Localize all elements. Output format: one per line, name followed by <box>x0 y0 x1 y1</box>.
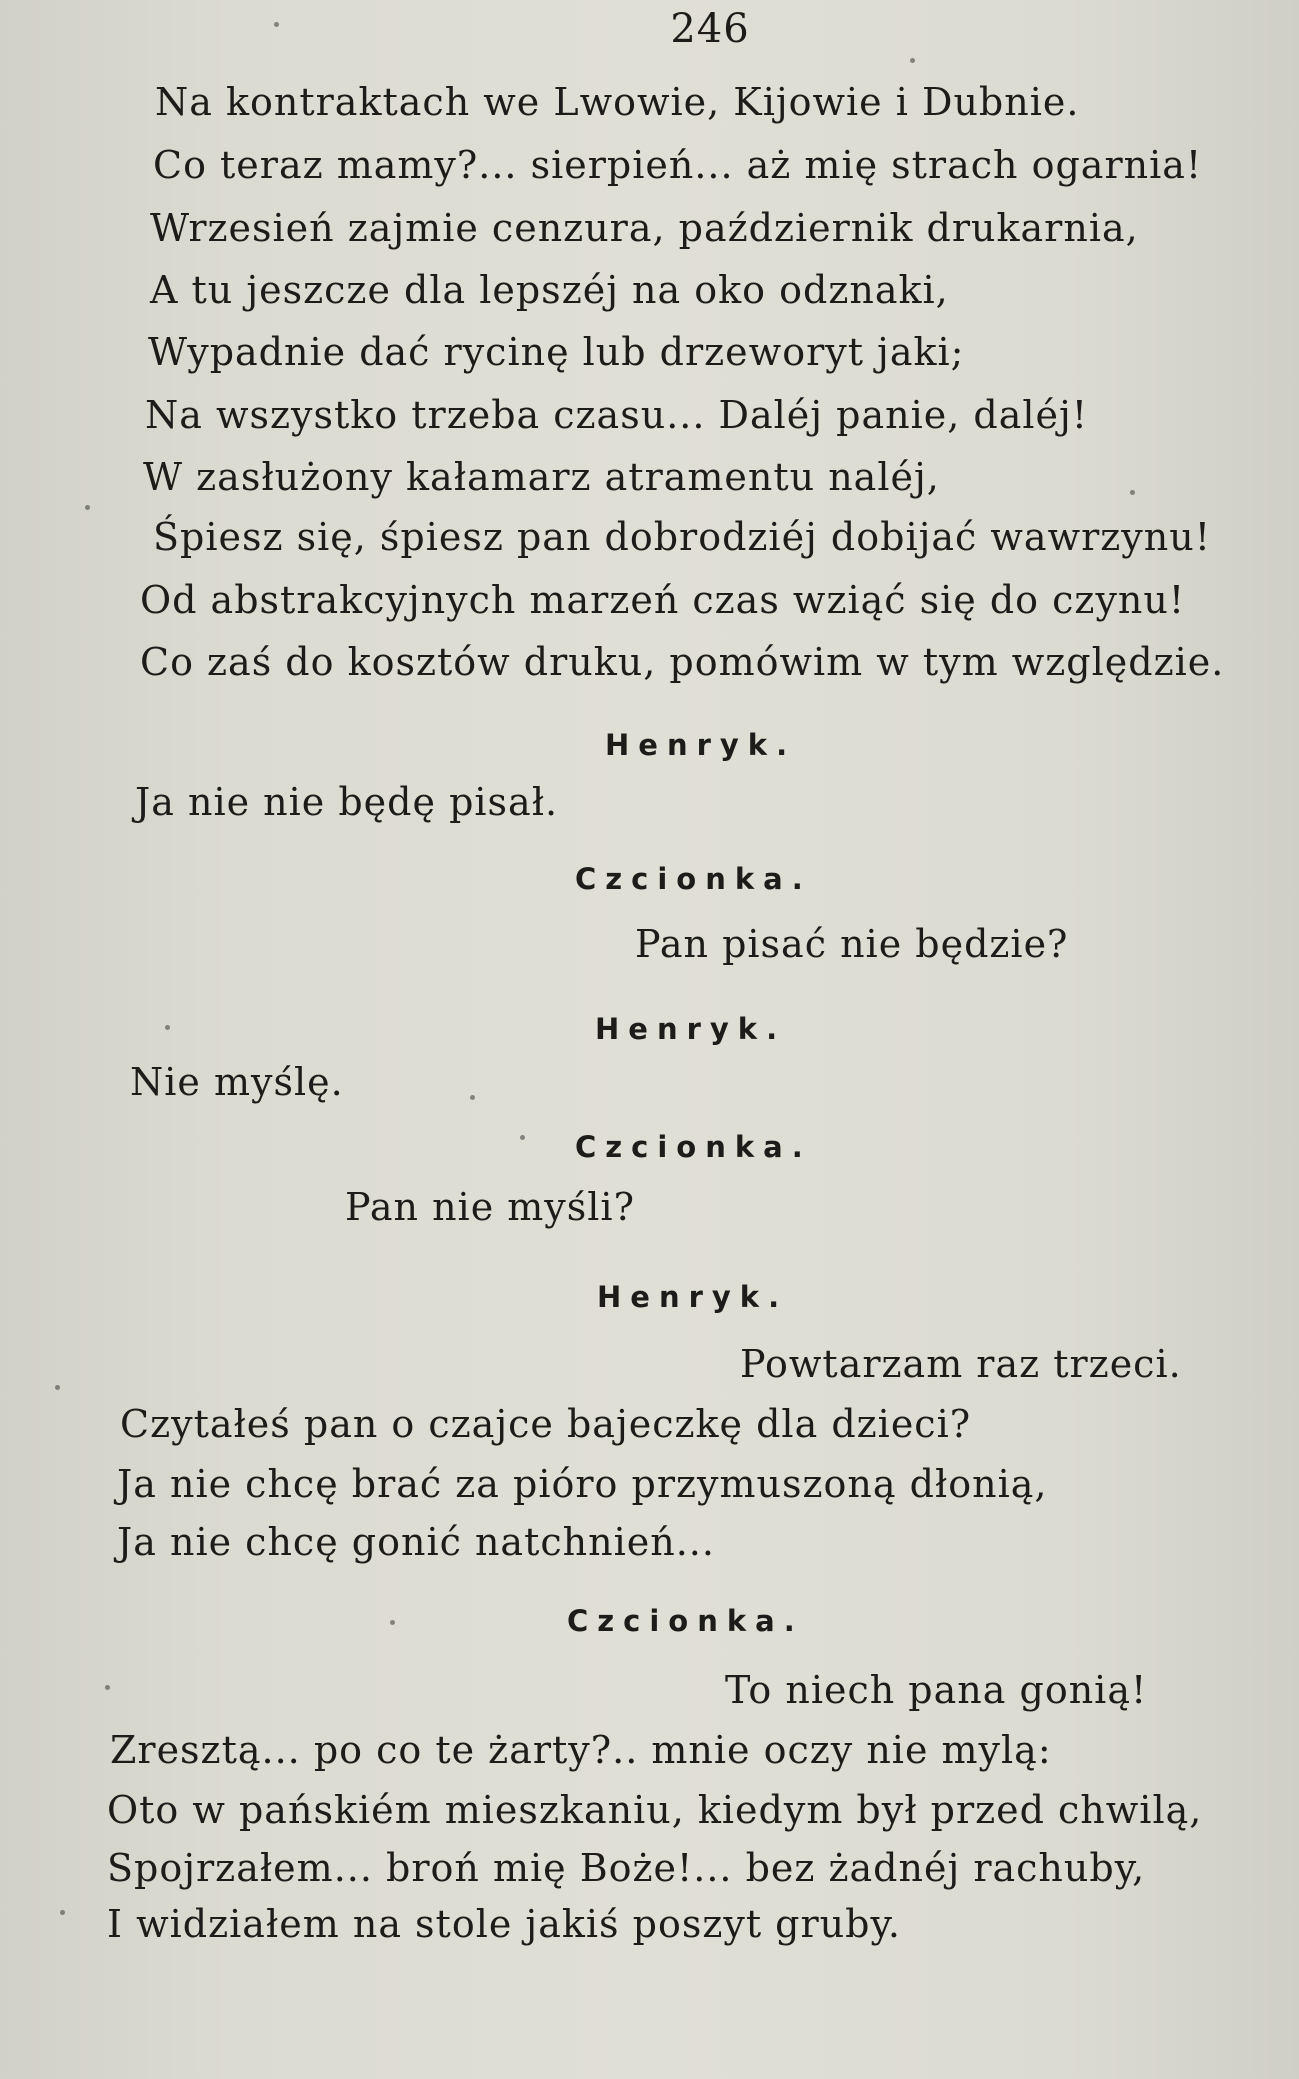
verse-line: W zasłużony kałamarz atramentu naléj, <box>143 455 940 499</box>
speaker-name: Henryk. <box>605 728 797 762</box>
print-speck <box>274 22 279 27</box>
dialogue-line: Ja nie chcę brać za pióro przymuszoną dłonią, <box>117 1462 1048 1506</box>
verse-line: Wypadnie dać rycinę lub drzeworyt jaki; <box>148 330 965 374</box>
print-speck <box>60 1910 65 1915</box>
speaker-name: Czcionka. <box>575 862 812 896</box>
dialogue-line: Pan nie myśli? <box>345 1185 635 1229</box>
verse-line: Śpiesz się, śpiesz pan dobrodziéj dobijać wawrzynu! <box>153 515 1211 559</box>
print-speck <box>1130 490 1135 495</box>
speaker-name: Czcionka. <box>567 1604 804 1638</box>
verse-line: Co teraz mamy?... sierpień... aż mię strach ogarnia! <box>153 143 1203 187</box>
dialogue-line: Czytałeś pan o czajce bajeczkę dla dzieci? <box>120 1402 972 1446</box>
dialogue-line: Spojrzałem... broń mię Boże!... bez żadnéj rachuby, <box>107 1846 1146 1890</box>
speaker-name: Henryk. <box>597 1280 789 1314</box>
dialogue-line: Zresztą... po co te żarty?.. mnie oczy nie mylą: <box>110 1728 1052 1772</box>
dialogue-line: Ja nie nie będę pisał. <box>135 780 559 824</box>
verse-line: Co zaś do kosztów druku, pomówim w tym względzie. <box>140 640 1225 684</box>
print-speck <box>470 1095 475 1100</box>
dialogue-line: Oto w pańskiém mieszkaniu, kiedym był przed chwilą, <box>107 1788 1203 1832</box>
verse-line: Na wszystko trzeba czasu... Daléj panie, daléj! <box>145 393 1089 437</box>
dialogue-line: I widziałem na stole jakiś poszyt gruby. <box>107 1902 901 1946</box>
dialogue-line: To niech pana gonią! <box>725 1668 1148 1712</box>
verse-line: Wrzesień zajmie cenzura, październik drukarnia, <box>150 206 1139 250</box>
verse-line: A tu jeszcze dla lepszéj na oko odznaki, <box>150 268 949 312</box>
print-speck <box>390 1620 395 1625</box>
verse-line: Na kontraktach we Lwowie, Kijowie i Dubnie. <box>155 80 1080 124</box>
dialogue-line: Pan pisać nie będzie? <box>635 922 1069 966</box>
speaker-name: Henryk. <box>595 1012 787 1046</box>
print-speck <box>910 58 915 63</box>
print-speck <box>85 505 90 510</box>
verse-line: Od abstrakcyjnych marzeń czas wziąć się do czynu! <box>140 578 1186 622</box>
page-number: 246 <box>670 6 750 52</box>
print-speck <box>55 1385 60 1390</box>
print-speck <box>105 1685 110 1690</box>
print-speck <box>165 1025 170 1030</box>
dialogue-line: Nie myślę. <box>130 1060 344 1104</box>
speaker-name: Czcionka. <box>575 1130 812 1164</box>
dialogue-line: Ja nie chcę gonić natchnień... <box>117 1520 715 1564</box>
print-speck <box>520 1135 525 1140</box>
dialogue-line: Powtarzam raz trzeci. <box>740 1342 1182 1386</box>
